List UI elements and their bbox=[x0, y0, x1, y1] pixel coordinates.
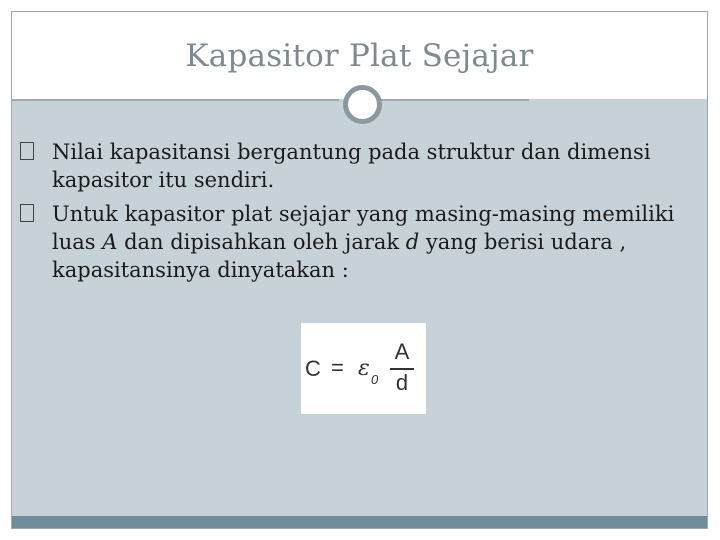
formula-epsilon: ε bbox=[358, 356, 370, 381]
variable-d: d bbox=[405, 230, 420, 254]
circle-ornament-icon bbox=[343, 85, 382, 124]
slide-body bbox=[34, 138, 684, 290]
bullet-text: Untuk kapasitor plat sejajar yang masing-masing memiliki luas bbox=[52, 202, 675, 254]
formula-image bbox=[301, 323, 426, 414]
formula-lhs: C bbox=[305, 356, 321, 381]
slide-frame bbox=[11, 11, 708, 529]
bullet-text: dan dipisahkan oleh jarak bbox=[117, 230, 406, 254]
bullet-item bbox=[34, 200, 684, 284]
slide-title: Kapasitor Plat Sejajar bbox=[185, 38, 534, 74]
bottom-band bbox=[12, 516, 707, 528]
bullet-box-icon bbox=[20, 142, 34, 160]
title-rule-right bbox=[379, 99, 529, 101]
formula-subscript: 0 bbox=[371, 372, 379, 387]
bullet-box-icon bbox=[20, 204, 34, 222]
bullet-text: yang berisi udara , kapasitansinya dinyatakan : bbox=[52, 230, 627, 282]
bullet-text: Nilai kapasitansi bergantung pada struktur dan dimensi kapasitor itu sendiri. bbox=[52, 140, 651, 192]
capacitance-formula bbox=[305, 339, 423, 399]
variable-a: A bbox=[102, 230, 118, 254]
bullet-item bbox=[34, 138, 684, 194]
formula-denominator: d bbox=[395, 370, 409, 395]
formula-numerator: A bbox=[394, 339, 410, 364]
formula-equals: = bbox=[331, 355, 344, 380]
title-rule-left bbox=[12, 99, 339, 101]
